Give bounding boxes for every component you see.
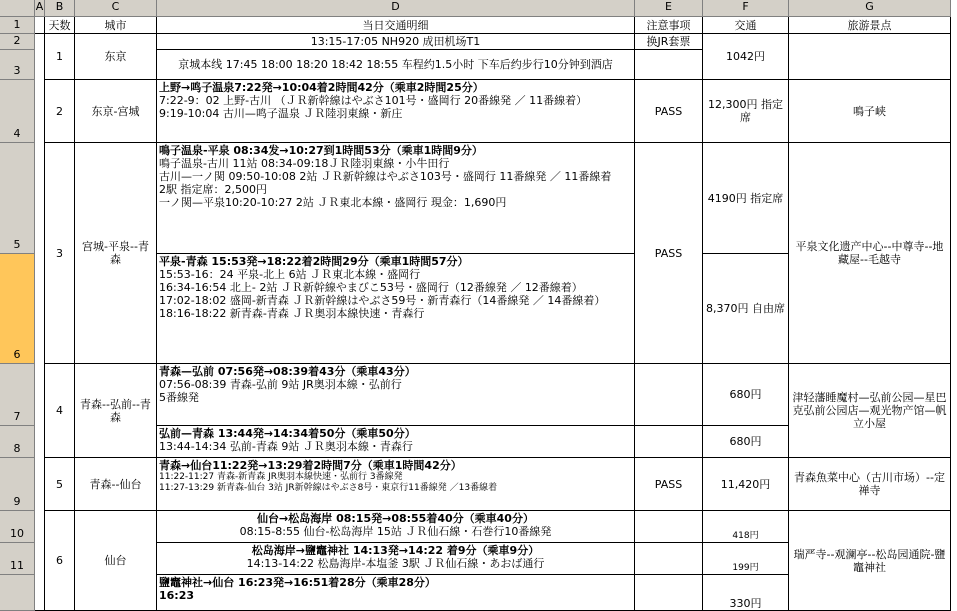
detail-day-3-morning-title: 鳴子温泉-平泉 08:34发→10:27到1時間53分（乘車1時間9分） bbox=[159, 144, 483, 157]
detail-day-2-title: 上野→鸣子温泉7:22発→10:04着2時間42分（乘車2時間25分） bbox=[159, 81, 484, 94]
detail-day-5-leg-1: 11:22-11:27 青森-新青森 JR奥羽本線快速・弘前行 3番線発 bbox=[159, 472, 403, 482]
detail-day-3-morning-leg-2: 古川—一ノ関 09:50-10:08 2站 ＪＲ新幹線はやぶさ103号・盛岡行 11番線発 ／ 11番線着 bbox=[159, 170, 612, 183]
detail-day-5[interactable] bbox=[157, 458, 635, 511]
header-notes[interactable]: 注意事项 bbox=[635, 17, 703, 34]
header-traffic[interactable]: 交通 bbox=[703, 17, 789, 34]
spots-day-5[interactable]: 青森魚菜中心（古川市场）--定禅寺 bbox=[789, 458, 951, 511]
traffic-day-6-leg-3[interactable]: 330円 bbox=[703, 575, 789, 611]
detail-day-3-morning[interactable] bbox=[157, 143, 635, 254]
detail-day-5-leg-2: 11:27-13:29 新青森-仙台 3站 JR新幹線はやぶさ8号・東京行11番線発 ／13番線着 bbox=[159, 483, 498, 493]
detail-day-6-leg-1-detail: 08:15-8:55 仙台-松岛海岸 15站 ＪＲ仙石線・石巻行10番線発 bbox=[239, 525, 552, 538]
detail-day-4-outbound-leg: 07:56-08:39 青森-弘前 9站 JR奥羽本線・弘前行 bbox=[159, 378, 402, 391]
detail-day-2-leg-2: 9:19-10:04 古川—鸣子温泉 ＪＲ陸羽東線・新庄 bbox=[159, 107, 403, 120]
spots-day-1[interactable] bbox=[789, 34, 951, 80]
row-header-6[interactable]: 6 bbox=[0, 254, 35, 364]
city-day-2[interactable]: 东京-宫城 bbox=[75, 80, 157, 143]
detail-day-4-return-leg: 13:44-14:34 弘前-青森 9站 ＪＲ奥羽本線・青森行 bbox=[159, 440, 413, 453]
cell-a1[interactable] bbox=[35, 17, 45, 34]
row-header-10[interactable]: 10 bbox=[0, 511, 35, 543]
city-day-4[interactable]: 青森--弘前--青森 bbox=[75, 364, 157, 458]
traffic-day-3-afternoon[interactable]: 8,370円 自由席 bbox=[703, 254, 789, 364]
notes-day-2[interactable]: PASS bbox=[635, 80, 703, 143]
row-header-4[interactable]: 4 bbox=[0, 80, 35, 143]
column-header-e[interactable]: E bbox=[635, 0, 703, 17]
day-3[interactable]: 3 bbox=[45, 143, 75, 364]
detail-day-3-afternoon-title: 平泉-青森 15:53発→18:22着2時間29分（乘車1時間57分） bbox=[159, 255, 469, 268]
spots-day-6[interactable]: 瑞严寺--观澜亭--松岛园通院-鹽竈神社 bbox=[789, 511, 951, 611]
spots-day-2[interactable]: 鳴子峡 bbox=[789, 80, 951, 143]
city-day-3[interactable]: 宫城-平泉--青森 bbox=[75, 143, 157, 364]
detail-day-3-morning-leg-3: 一ノ関—平泉10:20-10:27 2站 ＪＲ東北本線・盛岡行 現金：1,690円 bbox=[159, 196, 507, 209]
detail-day-6-leg-1-title: 仙台→松岛海岸 08:15発→08:55着40分（乘車40分） bbox=[257, 512, 534, 525]
header-city[interactable]: 城市 bbox=[75, 17, 157, 34]
spots-day-3[interactable]: 平泉文化遗产中心--中尊寺--地藏屋--毛越寺 bbox=[789, 143, 951, 364]
traffic-day-5[interactable]: 11,420円 bbox=[703, 458, 789, 511]
header-day[interactable]: 天数 bbox=[45, 17, 75, 34]
traffic-day-2[interactable]: 12,300円 指定席 bbox=[703, 80, 789, 143]
detail-day-3-morning-fare: 2駅 指定席：2,500円 bbox=[159, 183, 267, 196]
day-1[interactable]: 1 bbox=[45, 34, 75, 80]
column-header-d[interactable]: D bbox=[157, 0, 635, 17]
detail-day-6-leg-3-title: 鹽竈神社→仙台 16:23発→16:51着28分（乘車28分） bbox=[159, 576, 436, 589]
traffic-day-4-outbound[interactable]: 680円 bbox=[703, 364, 789, 426]
row-header-8[interactable]: 8 bbox=[0, 426, 35, 458]
column-header-f[interactable]: F bbox=[703, 0, 789, 17]
detail-day-2[interactable] bbox=[157, 80, 635, 143]
notes-day-6-leg-1[interactable] bbox=[635, 511, 703, 543]
cell-a2-a12[interactable] bbox=[35, 34, 45, 611]
notes-day-1[interactable] bbox=[635, 50, 703, 80]
day-5[interactable]: 5 bbox=[45, 458, 75, 511]
detail-day-6-leg-2-title: 松岛海岸→鹽竈神社 14:13発→14:22 着9分（乘車9分） bbox=[251, 544, 540, 557]
detail-day-4-outbound[interactable] bbox=[157, 364, 635, 426]
detail-day-4-return[interactable] bbox=[157, 426, 635, 458]
row-header-9[interactable]: 9 bbox=[0, 458, 35, 511]
traffic-day-3-morning[interactable]: 4190円 指定席 bbox=[703, 143, 789, 254]
header-detail[interactable]: 当日交通明细 bbox=[157, 17, 635, 34]
column-header-b[interactable]: B bbox=[45, 0, 75, 17]
detail-day-6-leg-1[interactable] bbox=[157, 511, 635, 543]
notes-day-5[interactable]: PASS bbox=[635, 458, 703, 511]
detail-day-3-afternoon[interactable] bbox=[157, 254, 635, 364]
city-day-6[interactable]: 仙台 bbox=[75, 511, 157, 611]
row-header-7[interactable]: 7 bbox=[0, 364, 35, 426]
detail-train-day-1[interactable]: 京城本线 17:45 18:00 18:20 18:42 18:55 车程约1.5小时 下车后约步行10分钟到酒店 bbox=[157, 50, 635, 80]
city-day-1[interactable]: 东京 bbox=[75, 34, 157, 80]
traffic-day-4-return[interactable]: 680円 bbox=[703, 426, 789, 458]
notes-day-4-outbound[interactable] bbox=[635, 364, 703, 426]
detail-day-3-afternoon-leg-2: 16:34-16:54 北上- 2站 ＪＲ新幹線やまびこ53号・盛岡行（12番線発 ／ 12番線着） bbox=[159, 281, 583, 294]
row-header-2[interactable]: 2 bbox=[0, 34, 35, 50]
notes-day-3[interactable]: PASS bbox=[635, 143, 703, 364]
detail-day-3-afternoon-leg-4: 18:16-18:22 新青森-青森 ＪＲ奥羽本線快速・青森行 bbox=[159, 307, 425, 320]
header-spots[interactable]: 旅游景点 bbox=[789, 17, 951, 34]
detail-day-4-outbound-title: 青森—弘前 07:56発→08:39着43分（乘車43分） bbox=[159, 365, 416, 378]
detail-day-3-afternoon-leg-1: 15:53-16：24 平泉-北上 6站 ＪＲ東北本線・盛岡行 bbox=[159, 268, 421, 281]
row-header-11[interactable]: 11 bbox=[0, 543, 35, 575]
column-header-g[interactable]: G bbox=[789, 0, 951, 17]
traffic-day-6-leg-1[interactable]: 418円 bbox=[703, 511, 789, 543]
detail-day-4-outbound-platform: 5番線発 bbox=[159, 391, 199, 404]
detail-flight[interactable]: 13:15-17:05 NH920 成田机场T1 bbox=[157, 34, 635, 50]
row-header-5[interactable]: 5 bbox=[0, 143, 35, 254]
detail-day-3-morning-leg-1: 鳴子温泉-古川 11站 08:34-09:18ＪＲ陸羽東線・小牛田行 bbox=[159, 157, 450, 170]
detail-day-6-leg-2-detail: 14:13-14:22 松島海岸-本塩釜 3駅 ＪＲ仙石線・あおば通行 bbox=[246, 557, 545, 570]
detail-day-6-leg-2[interactable] bbox=[157, 543, 635, 575]
detail-day-5-title: 青森→仙台11:22発→13:29着2時間7分（乘車1時間42分） bbox=[159, 459, 462, 472]
traffic-day-6-leg-2[interactable]: 199円 bbox=[703, 543, 789, 575]
notes-jr-pass[interactable]: 换JR套票 bbox=[635, 34, 703, 50]
detail-day-6-leg-3[interactable] bbox=[157, 575, 635, 611]
traffic-day-1[interactable]: 1042円 bbox=[703, 34, 789, 80]
city-day-5[interactable]: 青森--仙台 bbox=[75, 458, 157, 511]
detail-day-3-afternoon-leg-3: 17:02-18:02 盛岡-新青森 ＪＲ新幹線はやぶさ59号・新青森行（14番線発 ／ 14番線着） bbox=[159, 294, 606, 307]
notes-day-6-leg-2[interactable] bbox=[635, 543, 703, 575]
detail-day-6-leg-3-time: 16:23 bbox=[159, 589, 195, 602]
spots-day-4[interactable]: 津轻藩睡魔村—弘前公园—星巴克弘前公园店—观光物产馆—帆立小屋 bbox=[789, 364, 951, 458]
row-header-12[interactable] bbox=[0, 575, 35, 611]
notes-day-6-leg-3[interactable] bbox=[635, 575, 703, 611]
notes-day-4-return[interactable] bbox=[635, 426, 703, 458]
row-header-3[interactable]: 3 bbox=[0, 50, 35, 80]
row-header-1[interactable]: 1 bbox=[0, 17, 35, 34]
day-2[interactable]: 2 bbox=[45, 80, 75, 143]
day-4[interactable]: 4 bbox=[45, 364, 75, 458]
detail-day-2-leg-1: 7:22-9：02 上野-古川 （ＪＲ新幹線はやぶさ101号・盛岡行 20番線発 ／ 11番線着） bbox=[159, 94, 588, 107]
detail-day-4-return-title: 弘前—青森 13:44発→14:34着50分（乘車50分） bbox=[159, 427, 416, 440]
select-all-corner[interactable] bbox=[0, 0, 35, 17]
column-header-a[interactable]: A bbox=[35, 0, 45, 17]
column-header-c[interactable]: C bbox=[75, 0, 157, 17]
day-6[interactable]: 6 bbox=[45, 511, 75, 611]
